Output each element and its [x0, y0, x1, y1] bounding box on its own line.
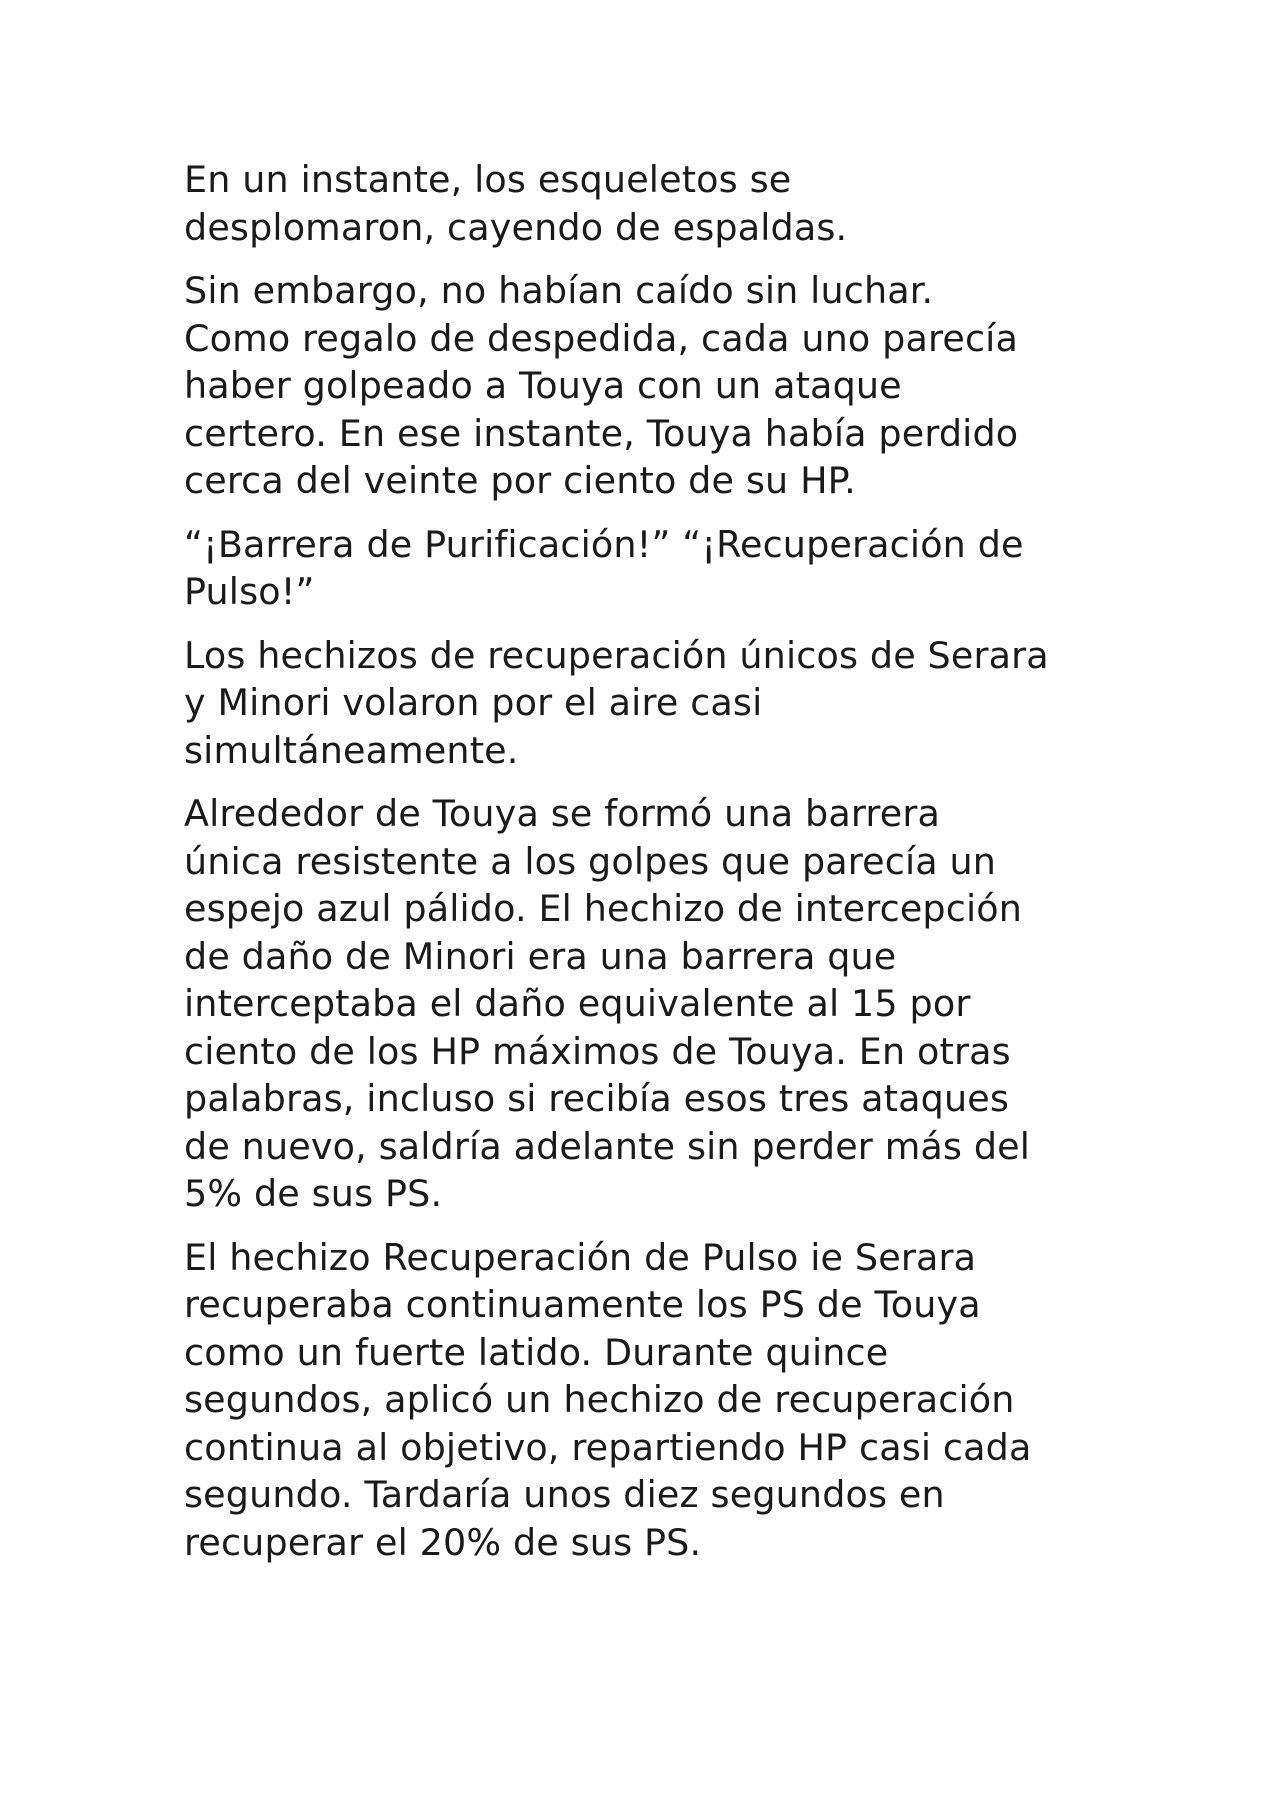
- line: recuperar el 20% de sus PS.: [184, 1520, 702, 1564]
- line: En un instante, los esqueletos se: [184, 158, 792, 201]
- paragraph-6: [184, 1234, 1104, 1567]
- line: 5% de sus PS.: [184, 1172, 443, 1215]
- paragraph-3: [184, 521, 1104, 616]
- line: Alrededor de Touya se formó una barrera: [184, 792, 940, 835]
- paragraph-4: [184, 632, 1104, 775]
- line: cerca del veinte por ciento de su HP.: [184, 459, 856, 502]
- paragraph-1: [184, 156, 1104, 251]
- line: segundo. Tardaría unos diez segundos en: [184, 1473, 945, 1516]
- line: desplomaron, cayendo de espaldas.: [184, 205, 848, 249]
- line: y Minori volaron por el aire casi: [184, 681, 763, 724]
- line: ciento de los HP máximos de Touya. En otras: [184, 1029, 1011, 1073]
- line: Sin embargo, no habían caído sin luchar.: [184, 269, 934, 312]
- line: segundos, aplicó un hechizo de recuperación: [184, 1378, 1015, 1421]
- line: recuperaba continuamente los PS de Touya: [184, 1283, 981, 1326]
- line: espejo azul pálido. El hechizo de intercepción: [184, 887, 1023, 930]
- line: única resistente a los golpes que parecía un: [184, 839, 997, 883]
- line: de nuevo, saldría adelante sin perder más del: [184, 1124, 1031, 1168]
- line: “¡Barrera de Purificación!” “¡Recuperación de: [184, 522, 1024, 566]
- line: Pulso!”: [184, 570, 315, 613]
- line: interceptaba el daño equivalente al 15 por: [184, 982, 971, 1025]
- line: certero. En ese instante, Touya había perdido: [184, 411, 1019, 455]
- paragraph-2: [184, 267, 1104, 505]
- line: simultáneamente.: [184, 728, 519, 772]
- line: como un fuerte latido. Durante quince: [184, 1330, 889, 1374]
- line: palabras, incluso si recibía esos tres ataques: [184, 1077, 1010, 1120]
- paragraph-5: [184, 790, 1104, 1218]
- line: Los hechizos de recuperación únicos de Serara: [184, 633, 1049, 677]
- document-page: [184, 156, 1104, 1582]
- line: Como regalo de despedida, cada uno parecía: [184, 316, 1018, 360]
- line: continua al objetivo, repartiendo HP casi cada: [184, 1425, 1032, 1469]
- line: El hechizo Recuperación de Pulso ie Serara: [184, 1235, 977, 1279]
- line: haber golpeado a Touya con un ataque: [184, 364, 902, 407]
- line: de daño de Minori era una barrera que: [184, 934, 897, 978]
